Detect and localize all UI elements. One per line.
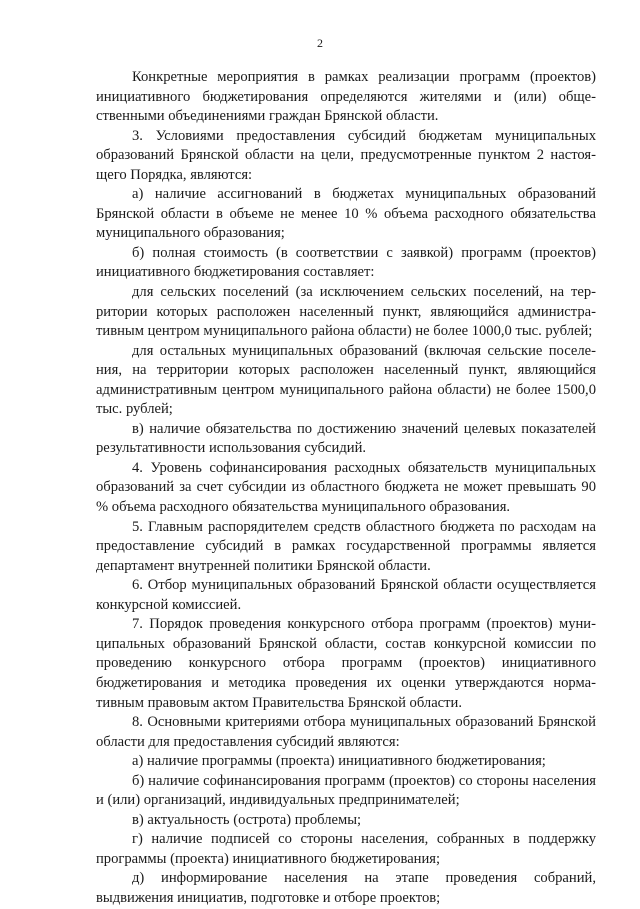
- page-number: 2: [317, 36, 323, 50]
- paragraph: в) актуальность (острота) проблемы;: [132, 811, 362, 828]
- paragraph: а) наличие программы (проекта) инициативного бюджетирования;: [132, 753, 546, 770]
- paragraph: 7. Порядок проведения конкурсного отбора программ (проектов) муниципальных образований Брянской области, состав конкурсной комиссии по проведению конкурсного отбора программ (проектов) инициативного бюджетирования и методика проведения их оценки утверждаются нормативным правовым актом Правительства Брянской области.: [96, 616, 596, 711]
- paragraph: в) наличие обязательства по достижению значений целевых показателей результативности использования субсидий.: [96, 420, 596, 457]
- paragraph: для остальных муниципальных образований (включая сельские поселения, на территории которых расположен населенный пункт, являющийся административным центром муниципального района области) не более 1500,0 тыс. рублей;: [96, 342, 596, 418]
- paragraph: 5. Главным распорядителем средств областного бюджета по расходам на предоставление субсидий в рамках государственной программы является департамент внутренней политики Брянской области.: [96, 518, 596, 574]
- paragraph: д) информирование населения на этапе проведения собраний, выдвижения инициатив, подготовке и отборе проектов;: [96, 870, 596, 906]
- document-body: [96, 68, 596, 909]
- paragraph: 3. Условиями предоставления субсидий бюджетам муниципальных образований Брянской области на цели, предусмотренные пунктом 2 настоящего Порядка, являются:: [96, 127, 596, 183]
- paragraph: б) наличие софинансирования программ (проектов) со стороны населения и (или) организаций, индивидуальных предпринимателей;: [96, 772, 596, 809]
- paragraph: 4. Уровень софинансирования расходных обязательств муниципальных образований за счет субсидии из областного бюджета не может превышать 90 % объема расходного обязательства муниципального образования.: [96, 459, 596, 516]
- paragraph: 8. Основными критериями отбора муниципальных образований Брянской области для предоставления субсидий являются:: [96, 714, 596, 750]
- paragraph: б) полная стоимость (в соответствии с заявкой) программ (проектов) инициативного бюджетирования составляет:: [96, 244, 596, 281]
- paragraph: г) наличие подписей со стороны населения, собранных в поддержку программы (проекта) инициативного бюджетирования;: [96, 831, 596, 867]
- paragraph: Конкретные мероприятия в рамках реализации программ (проектов) инициативного бюджетирования определяются жителями и (или) общественными объединениями граждан Брянской области.: [96, 69, 596, 125]
- paragraph: для сельских поселений (за исключением сельских поселений, на территории которых расположен населенный пункт, являющийся административным центром муниципального района области) не более 1000,0 тыс. рублей;: [96, 284, 596, 340]
- paragraph: 6. Отбор муниципальных образований Брянской области осуществляется конкурсной комиссией.: [96, 577, 596, 613]
- paragraph: а) наличие ассигнований в бюджетах муниципальных образований Брянской области в объеме не менее 10 % объема расходного обязательства муниципального образования;: [96, 186, 596, 242]
